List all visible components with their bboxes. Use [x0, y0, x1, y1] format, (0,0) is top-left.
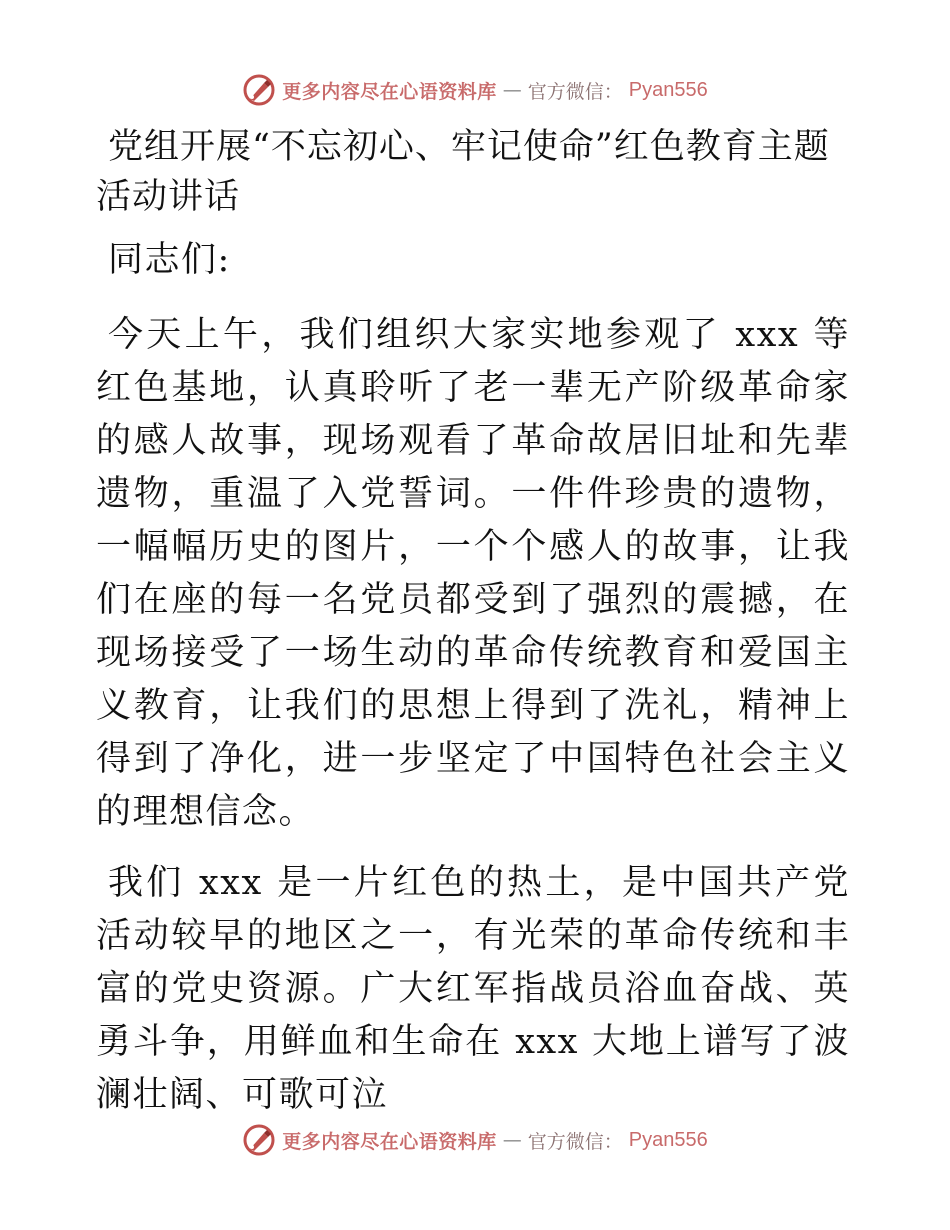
- watermark-site-text: 更多内容尽在心语资料库: [282, 1130, 497, 1153]
- watermark-wechat-label: 官方微信：: [527, 80, 623, 103]
- document-title: 党组开展“不忘初心、牢记使命”红色教育主题活动讲话: [96, 127, 830, 217]
- pen-logo-icon: [242, 1123, 276, 1157]
- watermark-wechat-label: 官方微信：: [527, 1130, 623, 1153]
- footer-watermark: [0, 1120, 950, 1160]
- pen-logo-icon: [242, 73, 276, 107]
- greeting: 同志们:: [108, 240, 231, 280]
- paragraph-2: 我们 xxx 是一片红色的热土，是中国共产党活动较早的地区之一，有光荣的革命传统和丰富的党史资源。广大红军指战员浴血奋战、英勇斗争，用鲜血和生命在 xxx 大地上谱写了波澜壮阔、可歌可泣: [96, 863, 850, 1115]
- watermark-separator: —: [502, 79, 522, 101]
- watermark-wechat-id: Pyan556: [628, 1128, 708, 1151]
- watermark-separator: —: [502, 1129, 522, 1151]
- header-watermark: [0, 70, 950, 110]
- watermark-site-text: 更多内容尽在心语资料库: [282, 80, 497, 103]
- watermark-wechat-id: Pyan556: [628, 78, 708, 101]
- document-body: [96, 122, 850, 1140]
- paragraph-1: 今天上午，我们组织大家实地参观了 xxx 等红色基地，认真聆听了老一辈无产阶级革命家的感人故事，现场观看了革命故居旧址和先辈遗物，重温了入党誓词。一件件珍贵的遗物，一幅幅历史的图片，一个个感人的故事，让我们在座的每一名党员都受到了强烈的震撼，在现场接受了一场生动的革命传统教育和爱国主义教育，让我们的思想上得到了洗礼，精神上得到了净化，进一步坚定了中国特色社会主义的理想信念。: [96, 315, 850, 832]
